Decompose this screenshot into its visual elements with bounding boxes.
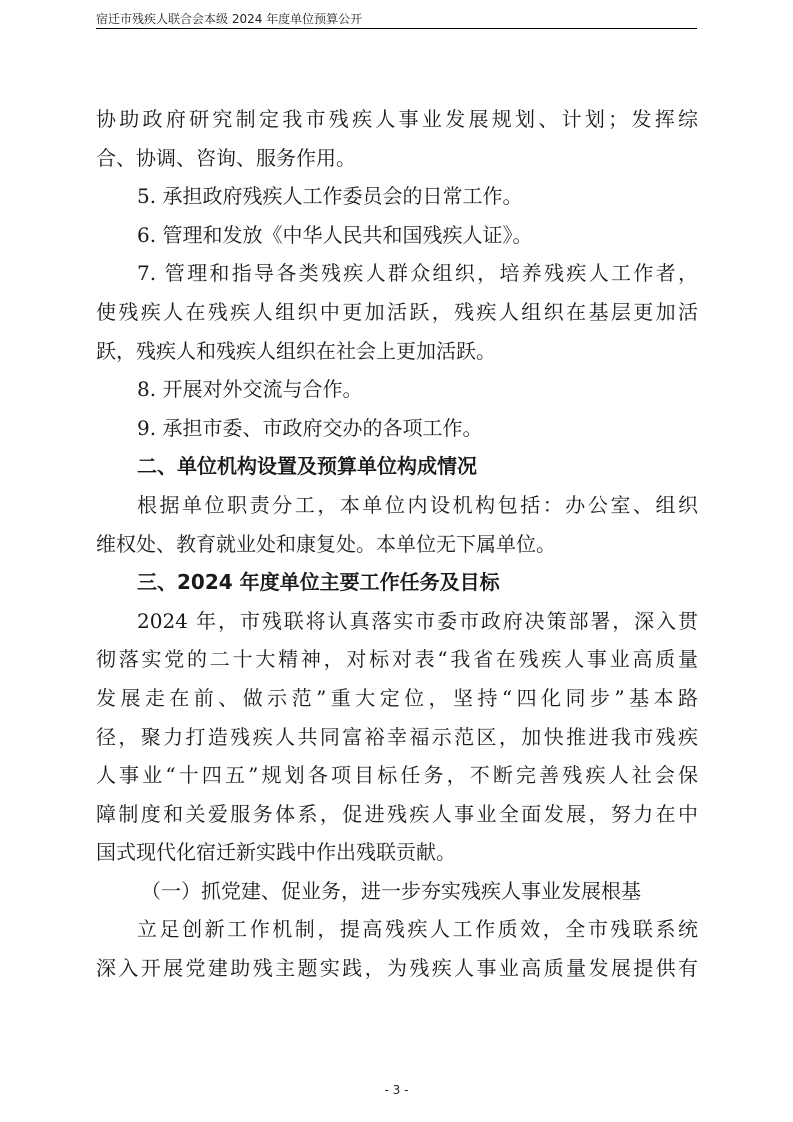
running-header: 宿迁市残疾人联合会本级 2024 年度单位预算公开 <box>96 12 363 26</box>
list-item-6: 6. 管理和发放《中华人民共和国残疾人证》。 <box>137 222 533 247</box>
body-line: 国式现代化宿迁新实践中作出残联贡献。 <box>96 840 456 865</box>
body-line: 2024 年，市残联将认真落实市委市政府决策部署，深入贯 <box>137 608 698 633</box>
body-line: 合、协调、咨询、服务作用。 <box>96 145 356 170</box>
body-line: 障制度和关爱服务体系，促进残疾人事业全面发展，努力在中 <box>96 801 698 826</box>
body-line: 跃，残疾人和残疾人组织在社会上更加活跃。 <box>96 338 496 363</box>
section-heading-2: 二、单位机构设置及预算单位构成情况 <box>137 454 477 479</box>
subsection-heading-1: （一）抓党建、促业务，进一步夯实残疾人事业发展根基 <box>141 878 641 903</box>
body-line: 彻落实党的二十大精神，对标对表“我省在残疾人事业高质量 <box>96 647 698 672</box>
body-line: 径，聚力打造残疾人共同富裕幸福示范区，加快推进我市残疾 <box>96 724 698 749</box>
document-body <box>96 100 698 988</box>
body-line: 维权处、教育就业处和康复处。本单位无下属单位。 <box>96 531 556 556</box>
body-line: 人事业“十四五”规划各项目标任务，不断完善残疾人社会保 <box>96 763 698 788</box>
body-line: 深入开展党建助残主题实践，为残疾人事业高质量发展提供有 <box>96 956 698 981</box>
body-line: 使残疾人在残疾人组织中更加活跃，残疾人组织在基层更加活 <box>96 299 698 324</box>
list-item-7: 7. 管理和指导各类残疾人群众组织，培养残疾人工作者， <box>137 261 698 286</box>
body-line: 发展走在前、做示范”重大定位，坚持“四化同步”基本路 <box>96 685 698 710</box>
list-item-5: 5. 承担政府残疾人工作委员会的日常工作。 <box>137 184 523 209</box>
body-line: 根据单位职责分工，本单位内设机构包括：办公室、组织 <box>137 492 698 517</box>
header-rule <box>96 28 697 29</box>
body-line: 立足创新工作机制，提高残疾人工作质效，全市残联系统 <box>137 917 698 942</box>
list-item-8: 8. 开展对外交流与合作。 <box>137 377 363 402</box>
page-number: - 3 - <box>384 1083 409 1097</box>
list-item-9: 9. 承担市委、市政府交办的各项工作。 <box>137 415 483 440</box>
section-heading-3: 三、2024 年度单位主要工作任务及目标 <box>137 570 500 595</box>
body-line: 协助政府研究制定我市残疾人事业发展规划、计划；发挥综 <box>96 107 698 131</box>
